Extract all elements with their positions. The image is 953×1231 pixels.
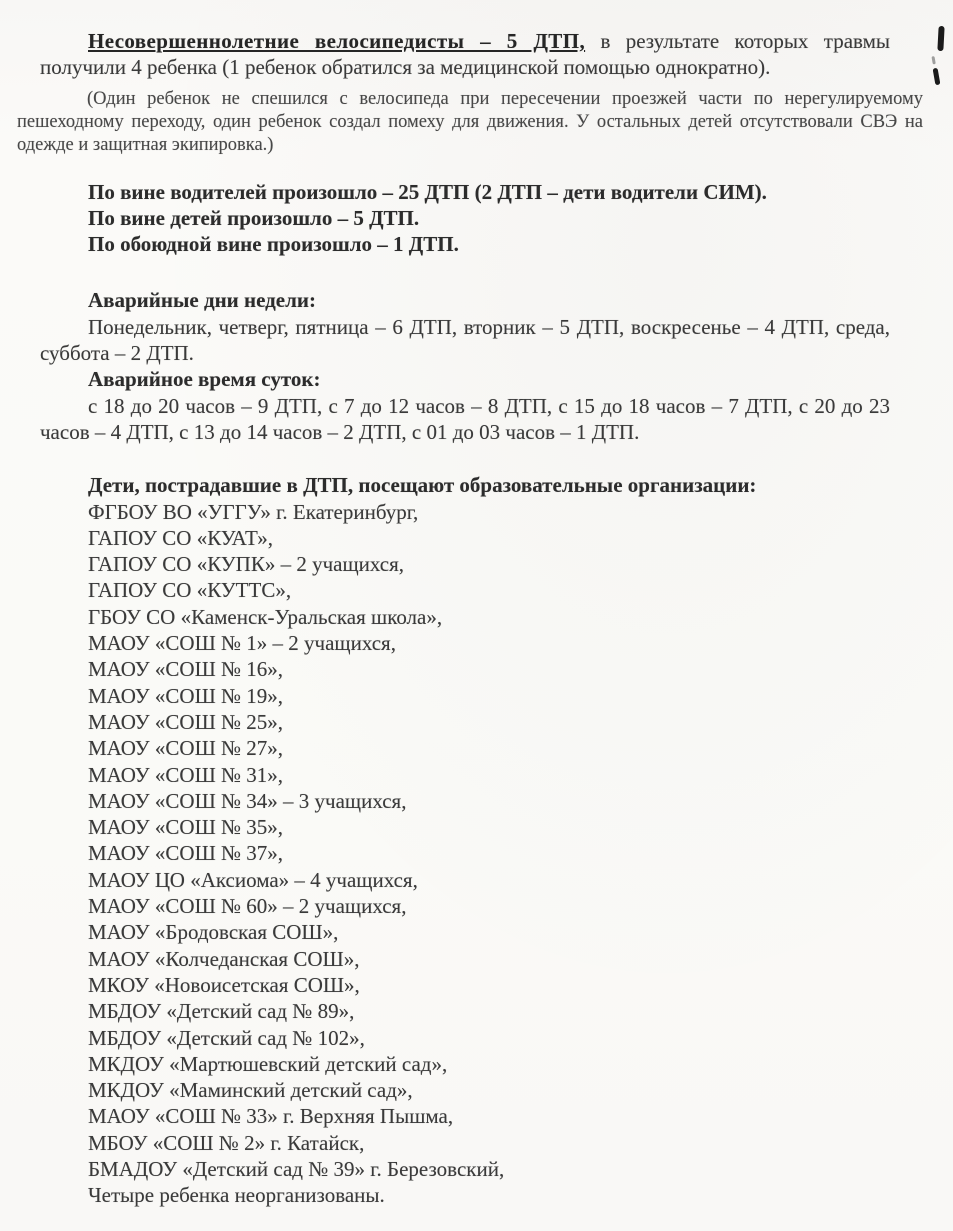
intro-lead-emphasis: Несовершеннолетние велосипедисты – 5 ДТП,: [88, 29, 586, 53]
organization-list-item: МАОУ «СОШ № 35»,: [88, 815, 284, 840]
organization-list-item: МАОУ «СОШ № 1» – 2 учащихся,: [88, 631, 396, 656]
organization-list-item: МАОУ «СОШ № 31»,: [88, 762, 284, 787]
organization-list-item: МАОУ «СОШ № 25»,: [88, 709, 284, 734]
organization-list-item: МКДОУ «Маминский детский сад»,: [88, 1078, 413, 1103]
scan-ink-mark-top: [937, 26, 944, 51]
accident-hours-text: с 18 до 20 часов – 9 ДТП, с 7 до 12 часов – 8 ДТП, с 15 до 18 часов – 7 ДТП, с 20 до 23 часов – 4 ДТП, с 13 до 14 часов – 2 ДТП, с 01 до 03 часов – 1 ДТП.: [40, 393, 890, 444]
organization-list-item: МКДОУ «Мартюшевский детский сад»,: [88, 1051, 448, 1076]
note-block: [17, 88, 923, 157]
accident-hours-heading: Аварийное время суток:: [88, 367, 321, 392]
accident-days-section: [40, 287, 890, 445]
accident-days-heading: Аварийные дни недели:: [88, 288, 316, 313]
organization-list-item: ГАПОУ СО «КУТТС»,: [88, 578, 292, 603]
organization-list-item: МАОУ «Бродовская СОШ»,: [88, 920, 339, 945]
scan-ink-mark-bottom: [933, 68, 941, 86]
organization-list-item: МБДОУ «Детский сад № 102»,: [88, 1025, 365, 1050]
fault-summary-line: По обоюдной вине произошло – 1 ДТП.: [88, 232, 459, 257]
organization-list-item: МБДОУ «Детский сад № 89»,: [88, 999, 355, 1024]
organization-list-item: МАОУ «СОШ № 60» – 2 учащихся,: [88, 894, 407, 919]
organization-list-item: ГБОУ СО «Каменск-Уральская школа»,: [88, 604, 443, 629]
fault-summary-line: По вине водителей произошло – 25 ДТП (2 ДТП – дети водители СИМ).: [88, 179, 767, 204]
intro-paragraph: [40, 28, 890, 81]
organization-list-item: ФГБОУ ВО «УГГУ» г. Екатеринбург,: [88, 499, 419, 524]
organizations-section: [40, 472, 890, 1208]
organization-list-item: ГАПОУ СО «КУАТ»,: [88, 525, 274, 550]
organization-list-item: МАОУ «СОШ № 19»,: [88, 683, 284, 708]
organization-list-item: МКОУ «Новоисетская СОШ»,: [88, 972, 360, 997]
organization-list-item: МАОУ ЦО «Аксиома» – 4 учащихся,: [88, 867, 418, 892]
fault-summary-block: [40, 179, 890, 258]
organization-list-item: МАОУ «СОШ № 27»,: [88, 736, 284, 761]
organization-list-item: БМАДОУ «Детский сад № 39» г. Березовский,: [88, 1156, 505, 1181]
organization-list-item: МАОУ «Колчеданская СОШ»,: [88, 946, 360, 971]
organization-list-item: МАОУ «СОШ № 34» – 3 учащихся,: [88, 788, 407, 813]
organization-list-item: МАОУ «СОШ № 16»,: [88, 657, 284, 682]
intro-rest-text: в результате которых травмы получили 4 ребенка (1 ребенок обратился за медицинской помощью однократно).: [40, 29, 890, 80]
organizations-list: [40, 499, 890, 1209]
accident-days-text: Понедельник, четверг, пятница – 6 ДТП, вторник – 5 ДТП, воскресенье – 4 ДТП, среда, суббота – 2 ДТП.: [40, 314, 890, 366]
organization-list-item: Четыре ребенка неорганизованы.: [88, 1183, 385, 1208]
organizations-heading: Дети, пострадавшие в ДТП, посещают образовательные организации:: [88, 473, 757, 498]
note-paragraph: (Один ребенок не спешился с велосипеда при пересечении проезжей части по нерегулируемому пешеходному переходу, один ребенок создал помеху для движения. У остальных детей отсутствовали СВЭ на одежде и защитная экипировка.): [17, 88, 923, 155]
fault-summary-line: По вине детей произошло – 5 ДТП.: [88, 205, 420, 230]
organization-list-item: ГАПОУ СО «КУПК» – 2 учащихся,: [88, 552, 405, 577]
organization-list-item: МАОУ «СОШ № 33» г. Верхняя Пышма,: [88, 1104, 454, 1129]
organization-list-item: МБОУ «СОШ № 2» г. Катайск,: [88, 1130, 365, 1155]
organization-list-item: МАОУ «СОШ № 37»,: [88, 841, 284, 866]
